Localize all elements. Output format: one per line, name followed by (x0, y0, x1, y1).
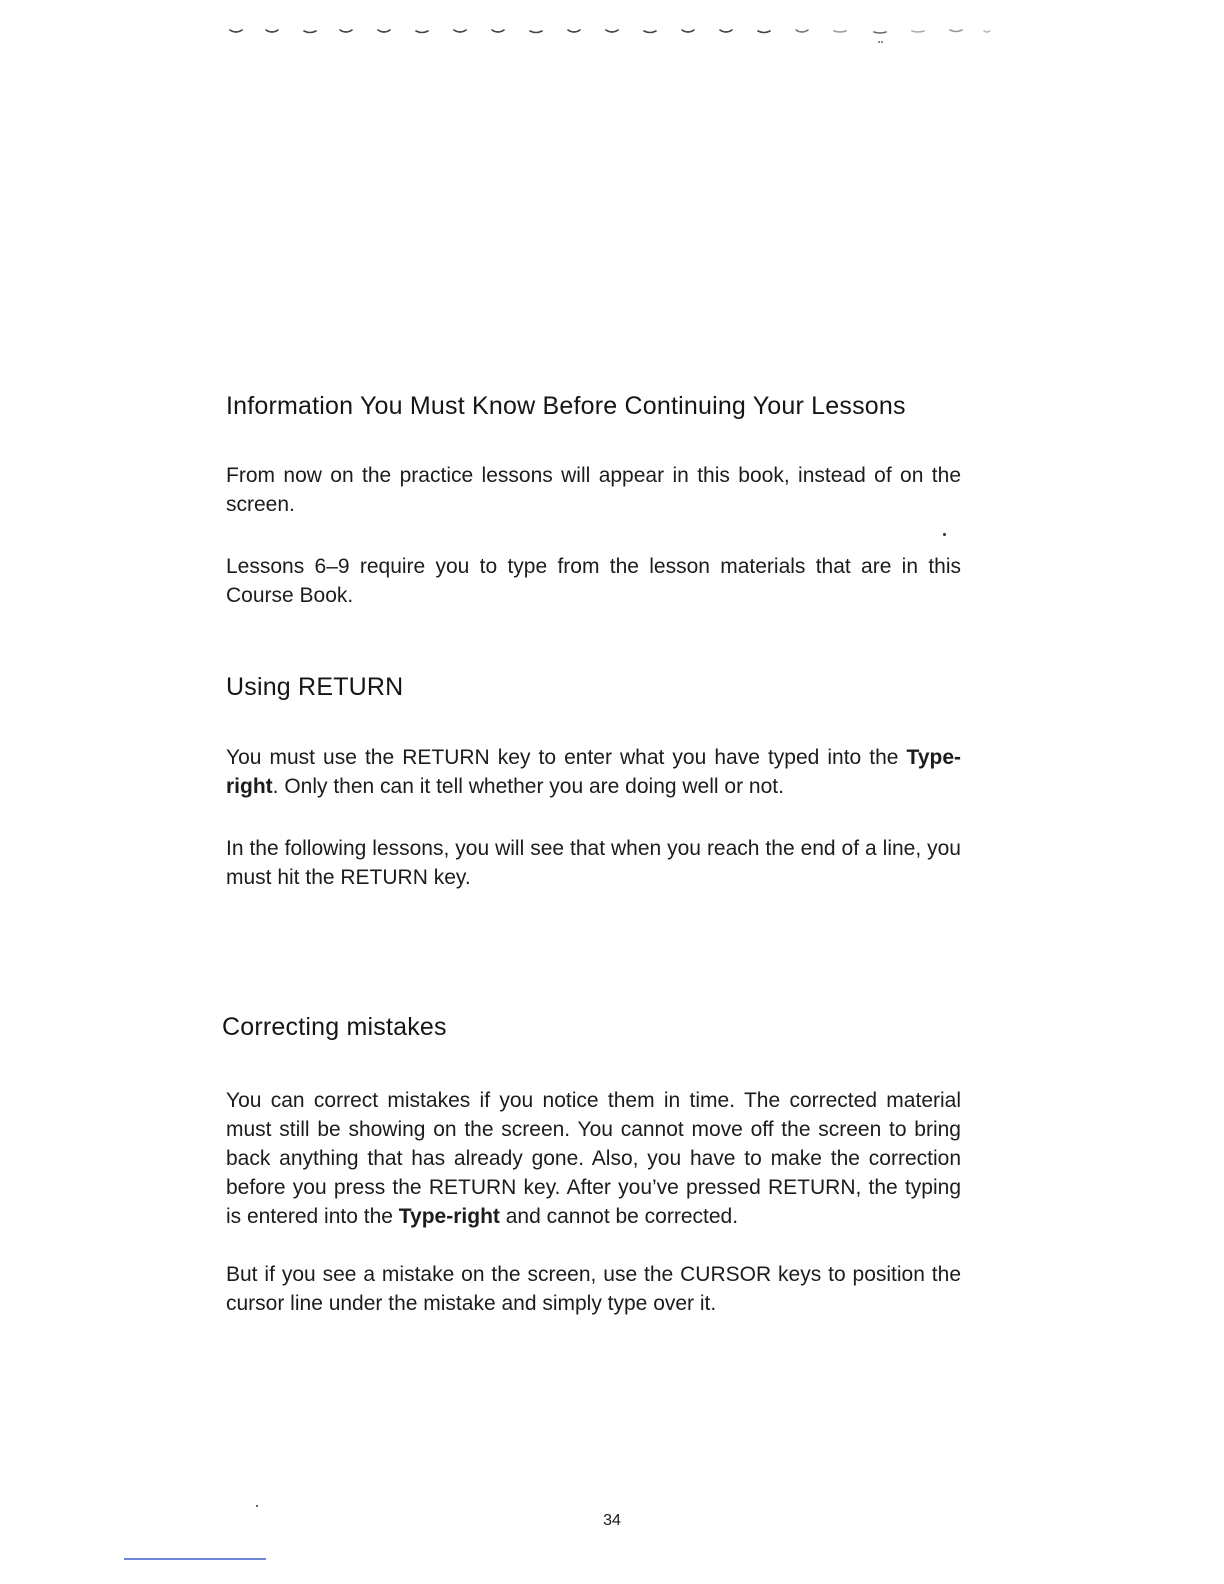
paper-speck (256, 1505, 258, 1507)
paragraph-cursor-keys: But if you see a mistake on the screen, use the CURSOR keys to position the cursor line under the mistake and simply type over it. (226, 1263, 961, 1315)
page-number: 34 (603, 1512, 621, 1529)
paragraph-end-of-line: In the following lessons, you will see that when you reach the end of a line, you must hit the RETURN key. (226, 837, 961, 889)
paragraph-return-key (226, 743, 961, 801)
section-title-correcting-mistakes: Correcting mistakes (222, 1013, 447, 1041)
product-name-bold: Type-right (226, 746, 961, 798)
page-content (222, 380, 961, 1318)
paragraph-practice-lessons: From now on the practice lessons will appear in this book, instead of on the screen. (226, 464, 961, 516)
paper-speck (943, 533, 946, 536)
text-run: . Only then can it tell whether you are doing well or not. (272, 775, 784, 798)
paragraph-correct-mistakes (226, 1086, 961, 1231)
section-title-using-return: Using RETURN (226, 673, 404, 701)
paragraph-lessons-6-9: Lessons 6–9 require you to type from the lesson materials that are in this Course Book. (226, 555, 961, 607)
spiral-binding-marks (222, 22, 992, 46)
footer-rule (124, 1558, 266, 1560)
text-run: and cannot be corrected. (499, 1205, 739, 1228)
text-run: You can correct mistakes if you notice them in time. The corrected material must still be showing on the screen. You cannot move off the screen to bring back anything that has already gone. Also, you have to make the correction before you press the RETURN key. After you’ve pressed RETURN, the typing is entered into the (226, 1089, 961, 1228)
text-run: You must use the RETURN key to enter what you have typed into the (226, 746, 907, 769)
product-name-bold: Type-right (398, 1205, 500, 1228)
section-title-information: Information You Must Know Before Continuing Your Lessons (226, 392, 906, 420)
